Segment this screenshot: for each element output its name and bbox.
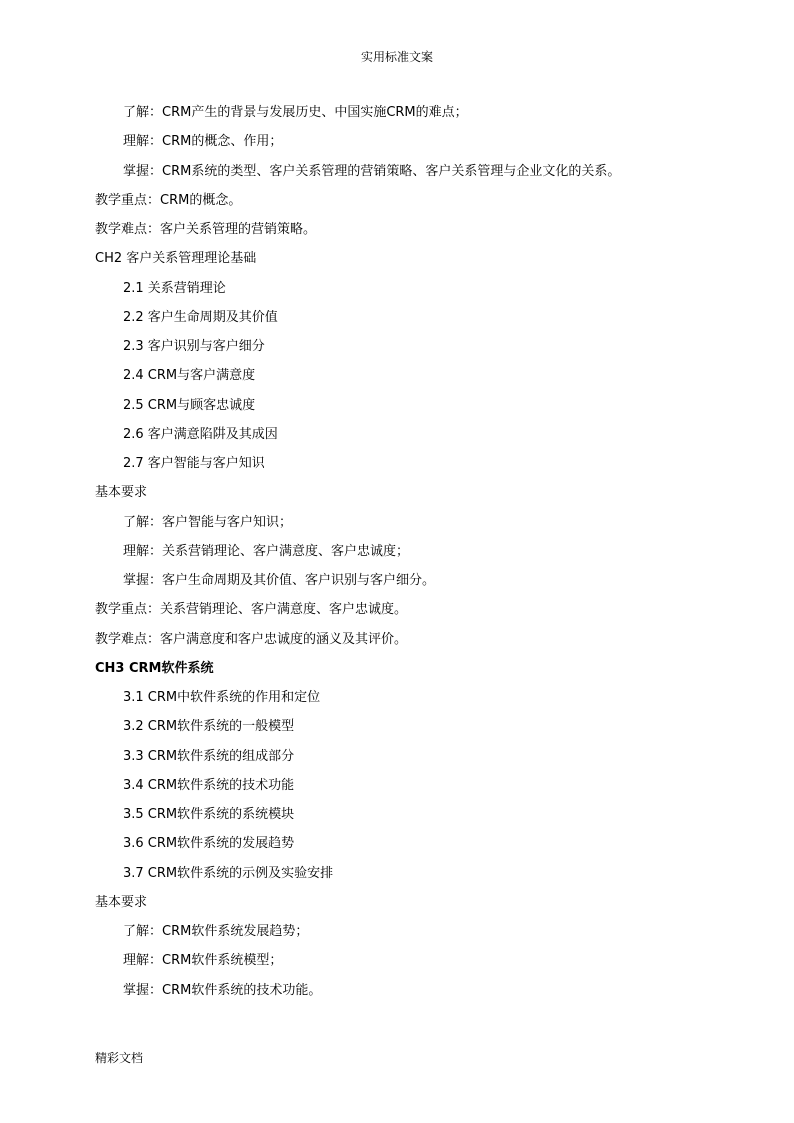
text-line: 2.6 客户满意陷阱及其成因 [123,427,278,442]
page-footer: 精彩文档 [95,1051,144,1065]
text-line: 了解：CRM软件系统发展趋势； [123,924,309,939]
text-line: 理解：关系营销理论、客户满意度、客户忠诚度； [123,544,410,559]
text-line: 2.4 CRM与客户满意度 [123,368,256,383]
text-line: 3.3 CRM软件系统的组成部分 [123,749,295,764]
text-line: 2.7 客户智能与客户知识 [123,456,265,471]
text-line: 掌握：客户生命周期及其价值、客户识别与客户细分。 [123,573,436,588]
page-header: 实用标准文案 [360,50,433,64]
text-line: 基本要求 [95,485,148,500]
text-line: 2.2 客户生命周期及其价值 [123,310,278,325]
text-line: 理解：CRM软件系统模型； [123,953,283,968]
text-line: 掌握：CRM系统的类型、客户关系管理的营销策略、客户关系管理与企业文化的关系。 [123,164,621,179]
text-line: 2.1 关系营销理论 [123,281,226,296]
text-line: 3.2 CRM软件系统的一般模型 [123,719,295,734]
text-line: 教学重点：关系营销理论、客户满意度、客户忠诚度。 [95,602,408,617]
text-line: 理解：CRM的概念、作用； [123,134,283,149]
text-line: 3.6 CRM软件系统的发展趋势 [123,836,295,851]
text-line: 2.3 客户识别与客户细分 [123,339,265,354]
text-line: CH3 CRM软件系统 [95,661,214,676]
text-line: 3.7 CRM软件系统的示例及实验安排 [123,866,334,881]
text-line: 基本要求 [95,895,148,910]
text-line: 3.4 CRM软件系统的技术功能 [123,778,295,793]
text-line: 掌握：CRM软件系统的技术功能。 [123,983,322,998]
text-line: 教学难点：客户关系管理的营销策略。 [95,222,317,237]
text-line: 3.5 CRM软件系统的系统模块 [123,807,295,822]
text-line: 教学难点：客户满意度和客户忠诚度的涵义及其评价。 [95,632,408,647]
text-line: CH2 客户关系管理理论基础 [95,251,257,266]
text-line: 2.5 CRM与顾客忠诚度 [123,398,256,413]
text-line: 了解：客户智能与客户知识； [123,515,293,530]
text-line: 3.1 CRM中软件系统的作用和定位 [123,690,321,705]
text-line: 了解：CRM产生的背景与发展历史、中国实施CRM的难点； [123,105,468,120]
text-line: 教学重点：CRM的概念。 [95,193,242,208]
